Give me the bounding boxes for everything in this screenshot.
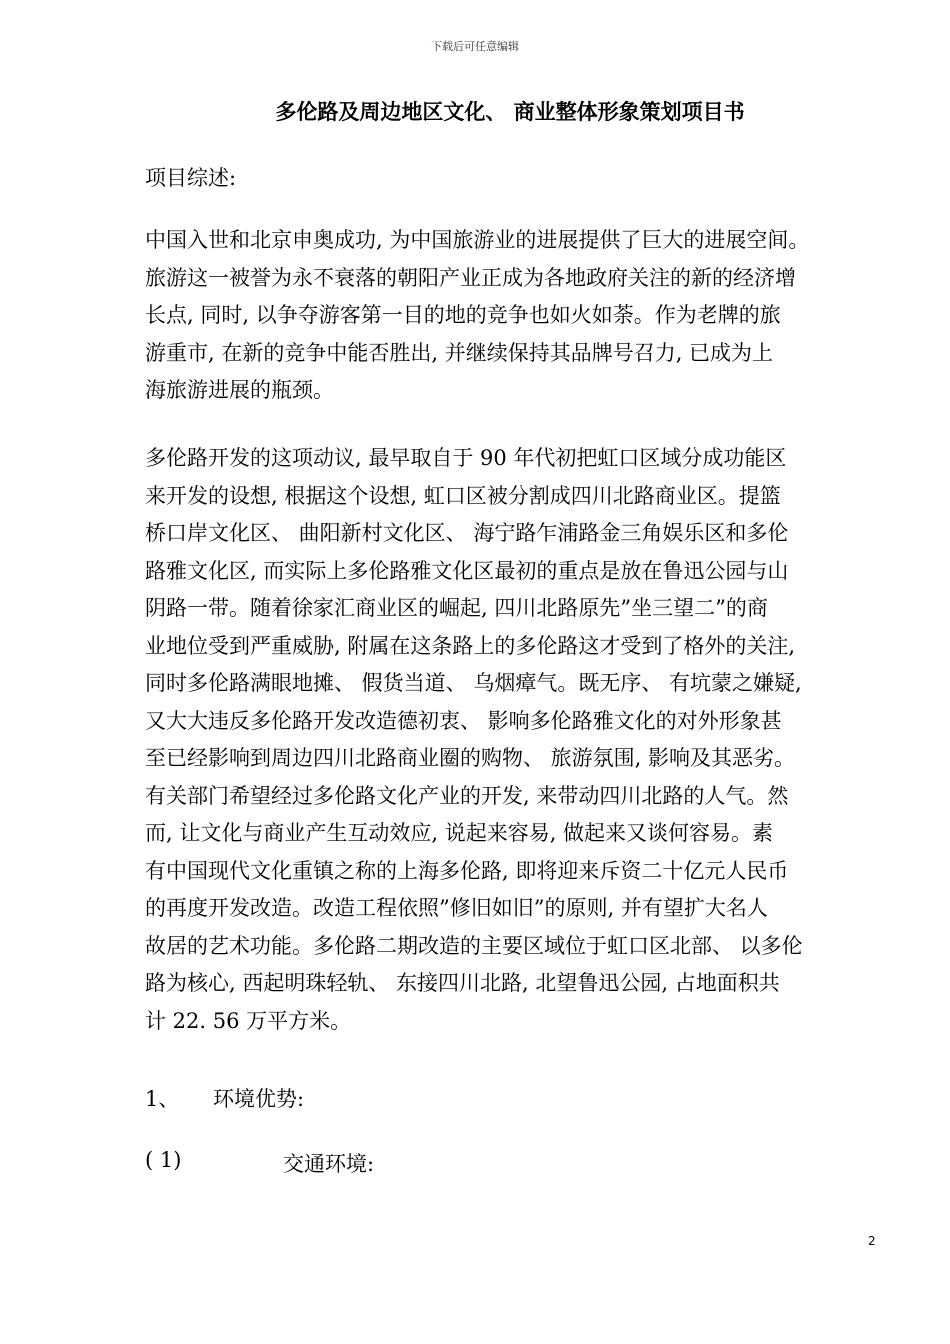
paragraph-line: 故居的艺术功能。多伦路二期改造的主要区域位于虹口区北部、 以多伦: [145, 933, 803, 958]
document-title: 多伦路及周边地区文化、 商业整体形象策划项目书: [275, 100, 745, 124]
page-number: 2: [868, 1234, 876, 1248]
list-item-number: 1、: [145, 1087, 180, 1111]
paragraph-line: 长点, 同时, 以争夺游客第一目的地的竞争也如火如荼。作为老牌的旅: [145, 303, 781, 327]
paragraph-line: 游重市, 在新的竞争中能否胜出, 并继续保持其品牌号召力, 已成为上: [145, 340, 774, 365]
paragraph-line: 业地位受到严重威胁, 附属在这条路上的多伦路这才受到了格外的关注,: [145, 633, 796, 658]
paragraph-line: 同时多伦路满眼地摊、 假货当道、 乌烟瘴气。既无序、 有坑蒙之嫌疑,: [145, 671, 802, 695]
paragraph-line: 阴路一带。随着徐家汇商业区的崛起, 四川北路原先”坐三望二”的商: [145, 596, 768, 620]
paragraph-line: 中国入世和北京申奥成功, 为中国旅游业的进展提供了巨大的进展空间。: [145, 228, 810, 252]
section-heading: 项目综述:: [145, 166, 237, 190]
paragraph-line: 有中国现代文化重镇之称的上海多伦路, 即将迎来斥资二十亿元人民币: [145, 858, 789, 883]
paragraph-line: 路雅文化区, 而实际上多伦路雅文化区最初的重点是放在鲁迅公园与山: [145, 558, 789, 583]
header-note: 下载后可任意编辑: [431, 40, 519, 53]
paragraph-line: 计 22. 56 万平方米。: [145, 1008, 352, 1033]
paragraph-line: 旅游这一被誉为永不衰落的朝阳产业正成为各地政府关注的新的经济增: [145, 265, 796, 290]
paragraph-line: 路为核心, 西起明珠轻轨、 东接四川北路, 北望鲁迅公园, 占地面积共: [145, 971, 780, 995]
paragraph-line: 多伦路开发的这项动议, 最早取自于 90 年代初把虹口区域分成功能区: [145, 446, 787, 470]
sub-item-heading: 交通环境:: [283, 1152, 375, 1176]
paragraph-history: [145, 440, 885, 1040]
paragraph-line: 海旅游进展的瓶颈。: [145, 378, 334, 402]
sub-item-number: ( 1): [145, 1148, 182, 1172]
paragraph-line: 桥口岸文化区、 曲阳新村文化区、 海宁路乍浦路金三角娱乐区和多伦: [145, 521, 789, 545]
paragraph-line: 的再度开发改造。改造工程依照”修旧如旧”的原则, 并有望扩大名人: [145, 896, 768, 920]
paragraph-line: 又大大违反多伦路开发改造德初衷、 影响多伦路雅文化的对外形象甚: [145, 708, 782, 733]
paragraph-line: 至已经影响到周边四川北路商业圈的购物、 旅游氛围, 影响及其恶劣。: [145, 746, 796, 770]
paragraph-line: 有关部门希望经过多伦路文化产业的开发, 来带动四川北路的人气。然: [145, 783, 789, 808]
paragraph-line: 来开发的设想, 根据这个设想, 虹口区被分割成四川北路商业区。提篮: [145, 483, 781, 508]
paragraph-line: 而, 让文化与商业产生互动效应, 说起来容易, 做起来又谈何容易。素: [145, 821, 774, 845]
paragraph-overview: [145, 222, 885, 410]
list-item-heading: 环境优势:: [213, 1087, 305, 1111]
